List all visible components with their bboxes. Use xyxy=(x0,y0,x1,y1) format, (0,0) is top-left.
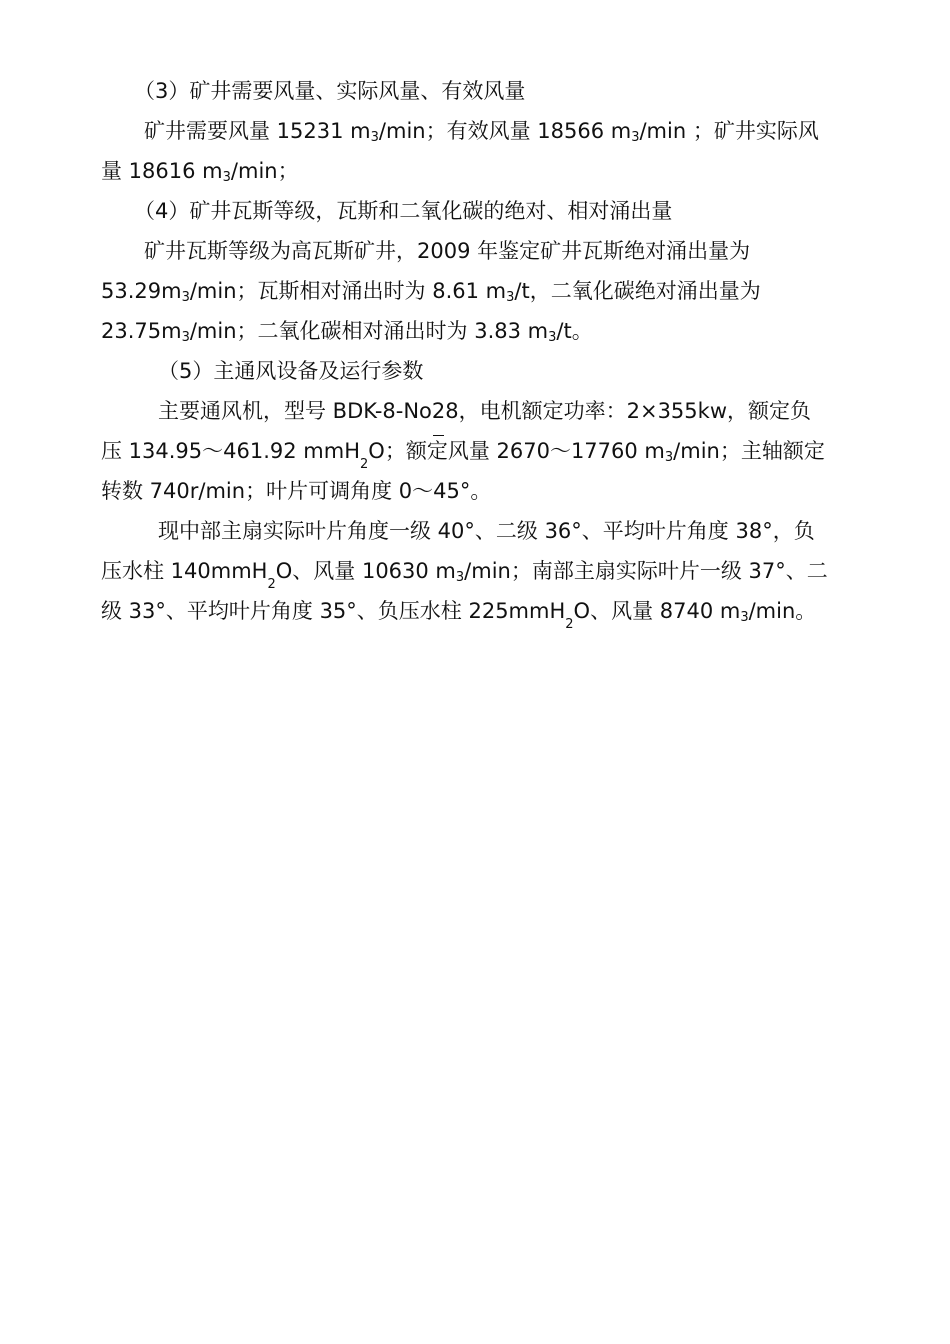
section-4-paragraph-line-2: 53.29m3/min；瓦斯相对涌出时为 8.61 m3/t，二氧化碳绝对涌出量为 xyxy=(101,279,761,305)
overlined-character: 定 xyxy=(426,439,448,463)
section-5-paragraph-1-line-2: 压 134.95～461.92 mmH$_2$O；额定风量 2670～17760 m3/min；主轴额定 xyxy=(101,439,825,472)
section-4-heading: （4）矿井瓦斯等级，瓦斯和二氧化碳的绝对、相对涌出量 xyxy=(134,199,673,223)
section-5-heading: （5）主通风设备及运行参数 xyxy=(158,359,424,383)
section-5-paragraph-1-line-3: 转数 740r/min；叶片可调角度 0～45°。 xyxy=(101,479,492,503)
section-5-paragraph-2-line-2: 压水柱 140mmH$_2$O、风量 10630 m3/min；南部主扇实际叶片一级 37°、二 xyxy=(101,559,828,592)
section-3-paragraph-line-1: 矿井需要风量 15231 m3/min；有效风量 18566 m3/min ；矿井实际风 xyxy=(144,119,819,145)
section-5-paragraph-2-line-3: 级 33°、平均叶片角度 35°、负压水柱 225mmH$_2$O、风量 8740 m3/min。 xyxy=(101,599,817,632)
section-5-paragraph-2-line-1: 现中部主扇实际叶片角度一级 40°、二级 36°、平均叶片角度 38°，负 xyxy=(158,519,815,543)
section-4-paragraph-line-1: 矿井瓦斯等级为高瓦斯矿井，2009 年鉴定矿井瓦斯绝对涌出量为 xyxy=(144,239,751,263)
section-3-paragraph-line-2: 量 18616 m3/min； xyxy=(101,159,299,185)
section-3-heading: （3）矿井需要风量、实际风量、有效风量 xyxy=(134,79,526,103)
section-5-paragraph-1-line-1: 主要通风机，型号 BDK-8-No28，电机额定功率：2×355kw，额定负 xyxy=(158,399,811,423)
section-4-paragraph-line-3: 23.75m3/min；二氧化碳相对涌出时为 3.83 m3/t。 xyxy=(101,319,593,345)
